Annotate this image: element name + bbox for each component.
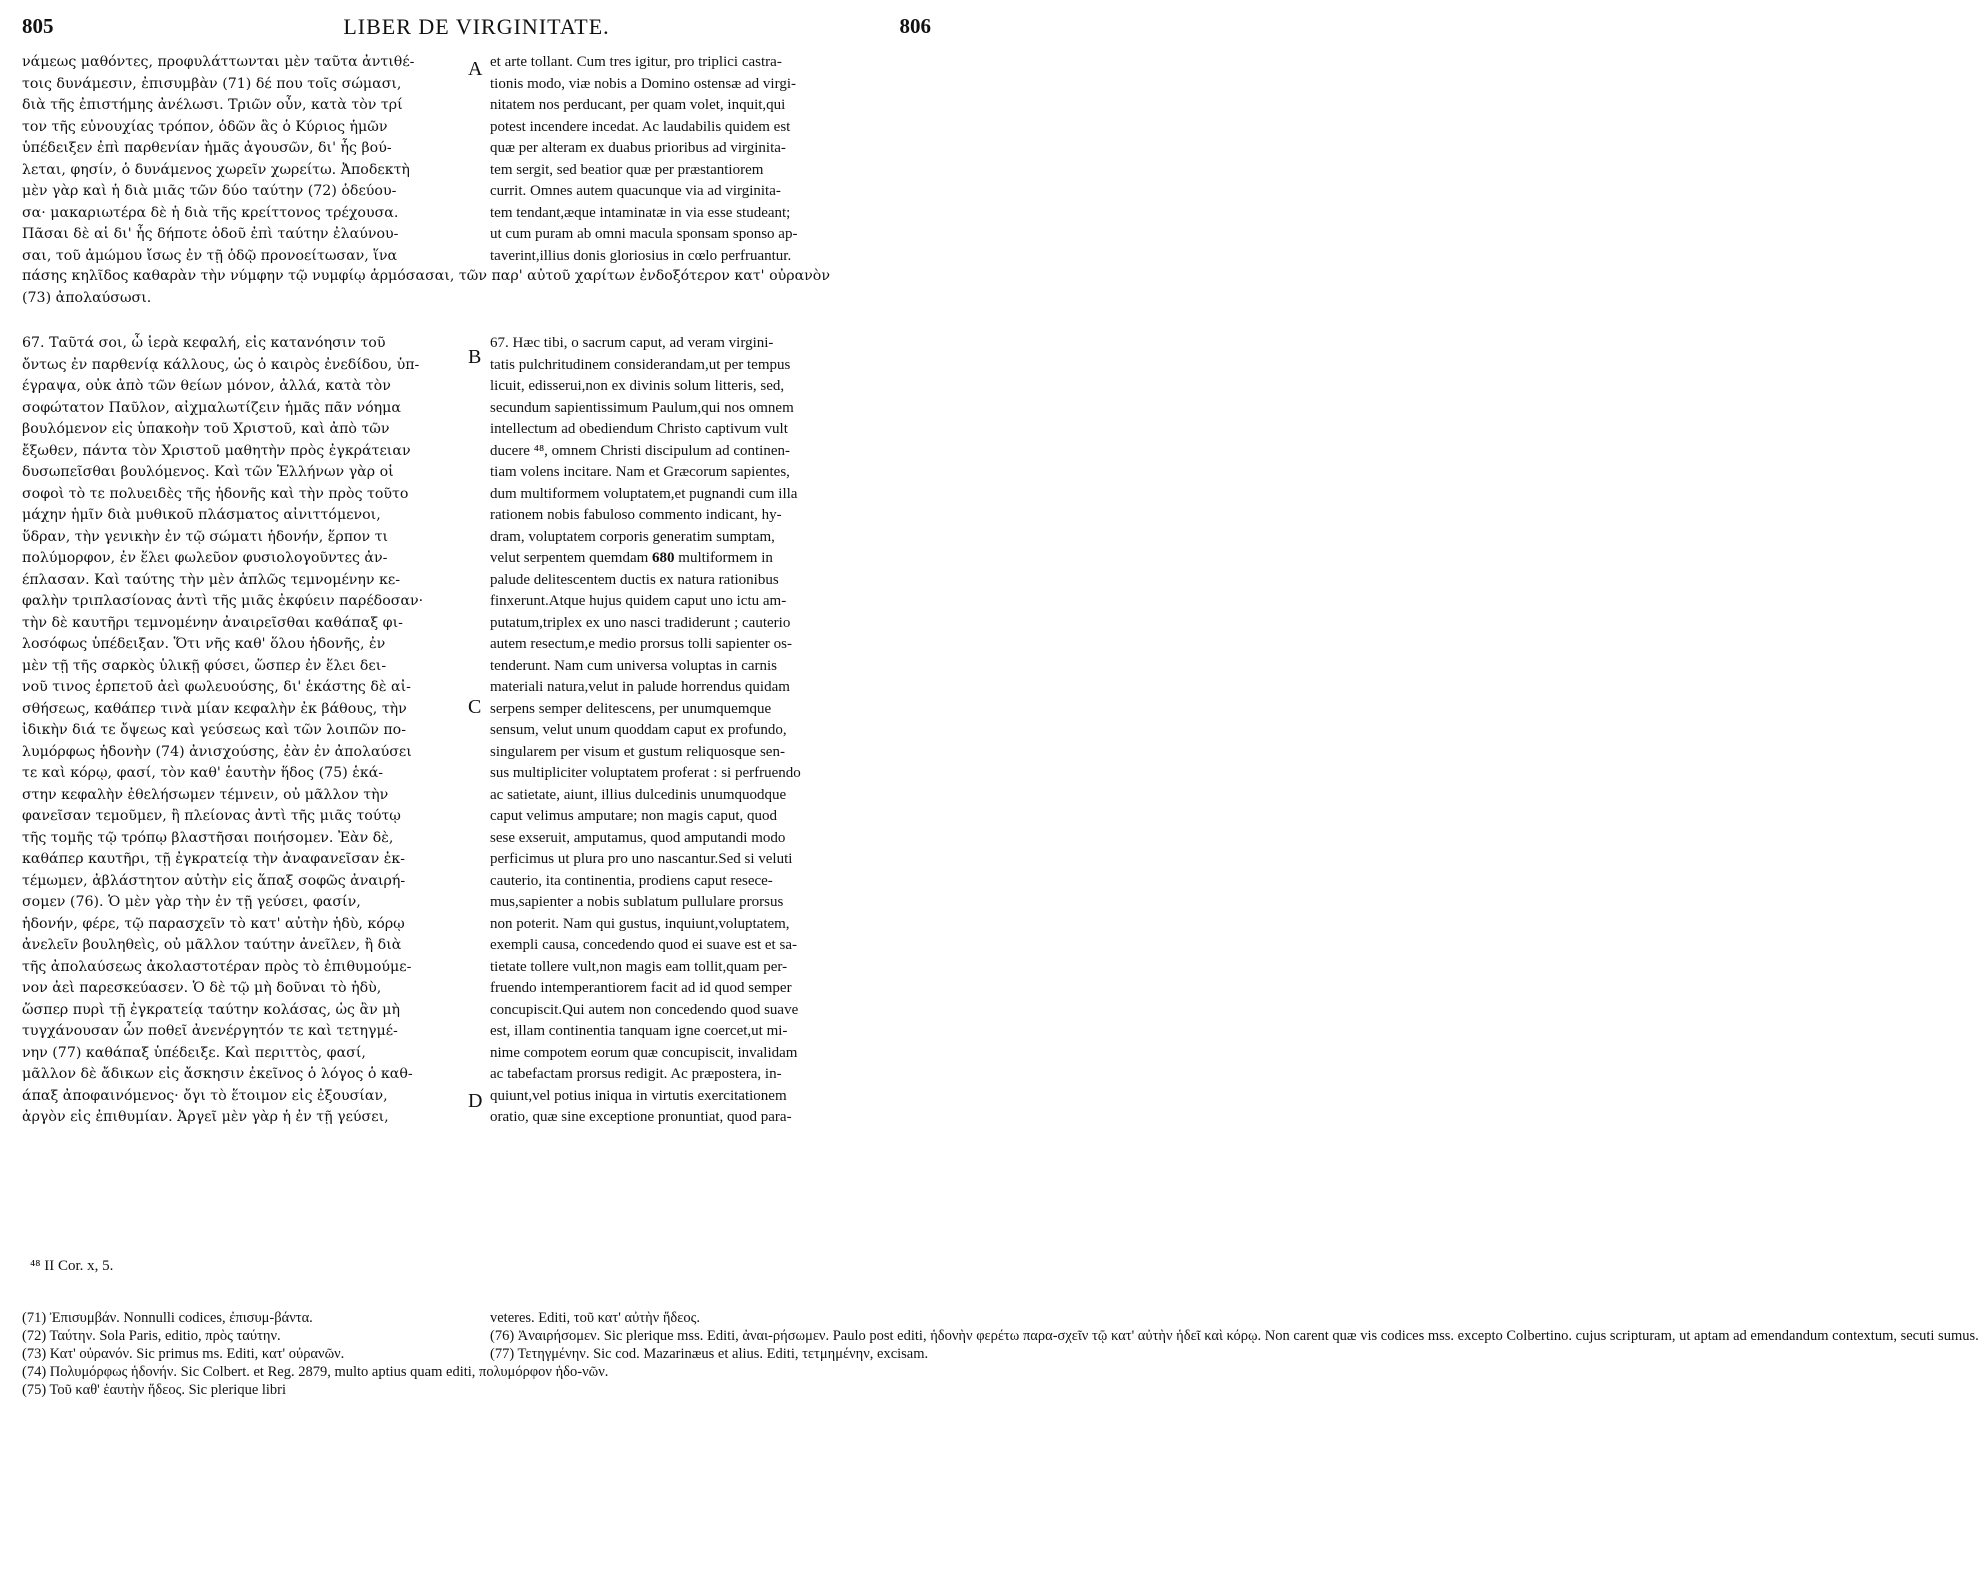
notes-right: [490, 1310, 1979, 1364]
greek-line: ἀργὸν εἰς ἐπιθυμίαν. Ἀργεῖ μὲν γὰρ ἡ ἐν τῇ γεύσει,: [22, 1109, 389, 1125]
latin-line: tenderunt. Nam cum universa voluptas in carnis: [490, 657, 778, 674]
latin-line: materiali natura,velut in palude horrendus quidam: [490, 679, 790, 695]
greek-line: μὲν γὰρ καὶ ἡ διὰ μιᾶς τῶν δύο ταύτην (72) ὁδεύου-: [22, 183, 397, 199]
margin-letter-b: B: [468, 346, 482, 368]
greek-line-after-full: (73) ἀπολαύσωσι.: [22, 290, 152, 306]
latin-line: tietate tollere vult,non magis eam tollit,quam per-: [490, 958, 788, 975]
latin-line: singularem per visum et gustum reliquosque sen-: [490, 743, 785, 760]
greek-line: λεται, φησίν, ὁ δυνάμενος χωρεῖν χωρείτω. Ἀποδεκτὴ: [22, 161, 410, 178]
latin-line: serpens semper delitescens, per unumquemque: [490, 700, 772, 717]
latin-line: licuit, edisserui,non ex divinis solum litteris, sed,: [490, 378, 785, 394]
latin-line: nitatem nos perducant, per quam volet, inquit,qui: [490, 97, 786, 113]
latin-line: tiam volens incitare. Nam et Græcorum sapientes,: [490, 464, 790, 480]
latin-line: ut cum puram ab omni macula sponsam sponso ap-: [490, 226, 798, 242]
note-entry: (76) Ἀναιρήσομεν. Sic plerique mss. Editi, ἀναι-ρήσωμεν. Paulo post editi, ἡδονὴν φερέτω παρα-σχεῖν τῷ κατ' αὐτὴν ἡδεῖ καὶ κόρῳ. Non carent quæ vis codices mss. excepto Colbertino. cujus scripturam, ut aptam ad emendandum contextum, secuti sumus.: [490, 1328, 1979, 1344]
greek-line: στην κεφαλὴν ἐθελήσωμεν τέμνειν, οὐ μᾶλλον τὴν: [22, 786, 389, 803]
note-entry: (77) Τετηγμένην. Sic cod. Mazarinæus et alius. Editi, τετμημένην, excisam.: [490, 1346, 929, 1362]
page-header: [22, 14, 931, 44]
latin-line: potest incendere incedat. Ac laudabilis quidem est: [490, 118, 791, 135]
greek-line: φαλὴν τριπλασίονας ἀντὶ τῆς μιᾶς ἐκφύειν παρέδοσαν·: [22, 593, 424, 609]
note-entry: (74) Πολυμόρφως ἡδονήν. Sic Colbert. et Reg. 2879, multo aptius quam editi, πολυμόρφον ἡδο-νῶν.: [22, 1364, 609, 1380]
full-width-line: πάσης κηλῖδος καθαρὰν τὴν νύμφην τῷ νυμφίῳ ἁρμόσασαι, τῶν παρ' αὐτοῦ χαρίτων ἐνδοξότερον κατ' οὐρανὸν: [22, 268, 830, 284]
note-entry: (71) Ἐπισυμβάν. Nonnulli codices, ἐπισυμ-βάντα.: [22, 1310, 313, 1326]
greek-line: τῆς τομῆς τῷ τρόπῳ βλαστῆσαι ποιήσομεν. Ἐὰν δὲ,: [22, 829, 394, 846]
running-title: LIBER DE VIRGINITATE.: [343, 14, 610, 39]
greek-line: τῆς ἀπολαύσεως ἀκολαστοτέραν πρὸς τὸ ἐπιθυμούμε-: [22, 958, 412, 975]
latin-line: exempli causa, concedendo quod ei suave est et sa-: [490, 937, 797, 953]
greek-line: λοσόφως ὑπέδειξαν. Ὅτι νῆς καθ' ὅλου ἡδονῆς, ἐν: [22, 636, 386, 652]
latin-line: tionis modo, viæ nobis a Domino ostensæ ad virgi-: [490, 75, 796, 92]
latin-line: currit. Omnes autem quacunque via ad virginita-: [490, 183, 781, 199]
latin-line: sensum, velut unum quoddam caput ex profundo,: [490, 722, 787, 738]
latin-line: perficimus ut plura pro uno nascantur.Sed si veluti: [490, 851, 793, 867]
latin-line: mus,sapienter a nobis sublatum pullulare prorsus: [490, 894, 784, 910]
greek-line: βουλόμενον εἰς ὑπακοὴν τοῦ Χριστοῦ, καὶ ἀπὸ τῶν: [22, 421, 390, 437]
greek-line: έγραψα, οὐκ ἀπὸ τῶν θείων μόνον, ἀλλά, κατὰ τὸν: [22, 378, 391, 394]
greek-line: ἔξωθεν, πάντα τὸν Χριστοῦ μαθητὴν πρὸς ἐγκράτειαν: [22, 442, 411, 459]
latin-line: rationem nobis fabuloso commento indicant, hy-: [490, 507, 782, 523]
latin-line: concupiscit.Qui autem non concedendo quod suave: [490, 1001, 799, 1018]
latin-line: palude delitescentem ductis ex natura rationibus: [490, 571, 779, 588]
greek-line: τε καὶ κόρῳ, φασί, τὸν καθ' ἑαυτὴν ἥδος (75) ἑκά-: [22, 765, 384, 781]
greek-line: λυμόρφως ἡδονὴν (74) ἀνισχούσης, ἐὰν ἐν ἀπολαύσει: [22, 743, 412, 760]
greek-line: νην (77) καθάπαξ ὑπέδειξε. Καὶ περιττὸς, φασί,: [22, 1044, 366, 1061]
greek-line: ὄντως ἐν παρθενίᾳ κάλλους, ὡς ὁ καιρὸς ἐνεδίδου, ὑπ-: [22, 356, 420, 373]
margin-letter-c: C: [468, 696, 482, 718]
latin-line: non poterit. Nam qui gustus, inquiunt,voluptatem,: [490, 915, 790, 932]
latin-line: oratio, quæ sine exceptione pronuntiat, quod para-: [490, 1109, 792, 1125]
greek-line: διὰ τῆς ἐπιστήμης ἀνέλωσι. Τριῶν οὖν, κατὰ τὸν τρί: [22, 97, 403, 113]
latin-line: tem tendant,æque intaminatæ in via esse studeant;: [490, 204, 791, 221]
greek-line: σθήσεως, καθάπερ τινὰ μίαν κεφαλὴν ἐκ βάθους, τὴν: [22, 700, 407, 717]
greek-line: 67. Ταῦτά σοι, ὦ ἱερὰ κεφαλή, εἰς κατανόησιν τοῦ: [22, 335, 386, 351]
latin-line: sese exseruit, amputamus, quod amputandi modo: [490, 829, 786, 846]
greek-line: ἀνελεῖν βουληθεὶς, οὐ μᾶλλον ταύτην ἀνεῖλεν, ἢ διὰ: [22, 937, 402, 953]
greek-line: τυγχάνουσαν ὧν ποθεῖ ἀνενέργητόν τε καὶ τετηγμέ-: [22, 1023, 398, 1039]
scripture-footnote: ⁴⁸ II Cor. x, 5.: [30, 1258, 114, 1274]
page-number-right: 806: [899, 14, 931, 38]
greek-line: ἰδικὴν διά τε ὄψεως καὶ γεύσεως καὶ τῶν λοιπῶν πο-: [22, 722, 407, 738]
latin-line: 67. Hæc tibi, o sacrum caput, ad veram virgini-: [490, 335, 774, 351]
latin-line: ac tabefactam prorsus redigit. Ac præpostera, in-: [490, 1066, 782, 1082]
latin-line: fruendo intemperantiorem facit ad id quod semper: [490, 980, 792, 996]
greek-line: τέμωμεν, ἀβλάστητον αὐτὴν εἰς ἅπαξ σοφῶς ἀναιρή-: [22, 872, 406, 889]
greek-line: καθάπερ καυτῆρι, τῇ ἐγκρατείᾳ τὴν ἀναφανεῖσαν ἐκ-: [22, 851, 406, 867]
greek-line: δυσωπεῖσθαι βουλόμενος. Καὶ τῶν Ἑλλήνων γὰρ οἱ: [22, 464, 394, 480]
note-entry: veteres. Editi, τοῦ κατ' αὐτὴν ἥδεος.: [490, 1310, 700, 1326]
greek-line: σαι, τοῦ ἀμώμου ἴσως ἐν τῇ ὁδῷ προνοείτωσαν, ἵνα: [22, 247, 398, 264]
latin-line: secundum sapientissimum Paulum,qui nos omnem: [490, 399, 794, 416]
greek-column-main: [22, 333, 462, 1129]
latin-line: putatum,triplex ex uno nasci tradiderunt ; cauterio: [490, 614, 791, 631]
note-entry: (73) Κατ' οὐρανόν. Sic primus ms. Editi, κατ' οὐρανῶν.: [22, 1346, 345, 1362]
greek-line: ὑπέδειξεν ἐπὶ παρθενίαν ἡμᾶς ἀγουσῶν, δι' ἧς βού-: [22, 140, 392, 156]
greek-line: άπαξ ἀποφαινόμενος· ὄγι τὸ ἕτοιμον εἰς ἐξουσίαν,: [22, 1087, 388, 1104]
latin-line: nime compotem eorum quæ concupiscit, invalidam: [490, 1044, 798, 1061]
page-number-left: 805: [22, 14, 54, 38]
greek-line: τὴν δὲ καυτῆρι τεμνομένην ἀναιρεῖσθαι καθάπαξ φι-: [22, 614, 403, 631]
latin-line: ac satietate, aiunt, illius dulcedinis unumquodque: [490, 786, 787, 803]
latin-line: est, illam continentia tanquam igne coercet,ut mi-: [490, 1023, 788, 1039]
latin-line: ducere ⁴⁸, omnem Christi discipulum ad continen-: [490, 442, 790, 459]
greek-line: νοῦ τινος ἑρπετοῦ ἀεὶ φωλευούσης, δι' ἑκάστης δὲ αἰ-: [22, 679, 411, 695]
latin-line: cauterio, ita continentia, prodiens caput resece-: [490, 872, 773, 889]
margin-letter-d: D: [468, 1090, 483, 1112]
greek-line: σοφοὶ τὸ τε πολυειδὲς τῆς ἡδονῆς καὶ τὴν πρὸς τοῦτο: [22, 485, 409, 502]
margin-letter-a: A: [468, 58, 483, 80]
greek-line: ὕδραν, τὴν γενικὴν ἐν τῷ σώματι ἡδονήν, ἕρπον τι: [22, 528, 389, 545]
latin-line: sus multipliciter voluptatem proferat : si perfruendo: [490, 765, 801, 781]
greek-line: τον τῆς εὐνουχίας τρόπον, ὁδῶν ἃς ὁ Κύριος ἡμῶν: [22, 118, 388, 135]
greek-line: έπλασαν. Καὶ ταύτης τὴν μὲν ἁπλῶς τεμνομένην κε-: [22, 571, 401, 588]
greek-line: σομεν (76). Ὁ μὲν γὰρ τὴν ἐν τῇ γεύσει, φασίν,: [22, 894, 361, 910]
greek-line: σα· μακαριωτέρα δὲ ἡ διὰ τῆς κρείττονος τρέχουσα.: [22, 204, 399, 221]
latin-line: tatis pulchritudinem considerandam,ut per tempus: [490, 356, 791, 373]
greek-line: τοις δυνάμεσιν, ἐπισυμβὰν (71) δέ που τοῖς σώμασι,: [22, 75, 402, 92]
latin-line: tem sergit, sed beatior quæ per præstantiorem: [490, 161, 764, 178]
greek-line: νον ἀεὶ παρεσκεύασεν. Ὁ δὲ τῷ μὴ δοῦναι τὸ ἡδὺ,: [22, 980, 382, 996]
greek-line: μάχην ἡμῖν διὰ μυθικοῦ πλάσματος αἰνιττόμενοι,: [22, 507, 381, 523]
note-entry: (72) Ταύτην. Sola Paris, editio, πρὸς ταύτην.: [22, 1328, 281, 1344]
latin-line: caput velimus amputare; non magis caput, quod: [490, 808, 778, 824]
greek-line: ὥσπερ πυρὶ τῇ ἐγκρατείᾳ ταύτην κολάσας, ὡς ἂν μὴ: [22, 1001, 400, 1018]
latin-line: quæ per alteram ex duabus prioribus ad virginita-: [490, 140, 786, 156]
note-entry: (75) Τοῦ καθ' ἑαυτὴν ἥδεος. Sic plerique libri: [22, 1382, 287, 1398]
latin-line: quiunt,vel potius iniqua in virtutis exercitationem: [490, 1087, 787, 1104]
latin-line: dram, voluptatem corporis generatim sumptam,: [490, 528, 775, 545]
latin-line: et arte tollant. Cum tres igitur, pro triplici castra-: [490, 54, 782, 70]
latin-line: finxerunt.Atque hujus quidem caput uno ictu am-: [490, 593, 787, 609]
greek-line: φανεῖσαν τεμοῦμεν, ἢ πλείονας ἀντὶ τῆς μιᾶς τούτῳ: [22, 808, 401, 824]
latin-line: intellectum ad obediendum Christo captivum vult: [490, 421, 788, 437]
greek-line: σοφώτατον Παῦλον, αἰχμαλωτίζειν ἡμᾶς πᾶν νόημα: [22, 399, 401, 416]
greek-line: νάμεως μαθόντες, προφυλάττωνται μὲν ταῦτα ἀντιθέ-: [22, 54, 415, 70]
latin-line: autem resectum,e medio prorsus tolli sapienter os-: [490, 636, 792, 652]
column-number: 680: [652, 550, 675, 566]
greek-line: μὲν τῇ τῆς σαρκὸς ὑλικῇ φύσει, ὥσπερ ἐν ἕλει δει-: [22, 657, 387, 674]
latin-column-top: [490, 52, 932, 267]
greek-line: μᾶλλον δὲ ἄδικων εἰς ἄσκησιν ἐκεῖνος ὁ λόγος ὁ καθ-: [22, 1066, 413, 1082]
latin-line: taverint,illius donis gloriosius in cœlo perfruantur.: [490, 247, 792, 264]
greek-column-top: [22, 52, 462, 267]
latin-line-column-number: velut serpentem quemdam 680 multiformem in: [490, 550, 773, 566]
greek-line: ἡδονήν, φέρε, τῷ παρασχεῖν τὸ κατ' αὐτὴν ἡδὺ, κόρῳ: [22, 915, 405, 932]
greek-line: Πᾶσαι δὲ αἱ δι' ἧς δήποτε ὁδοῦ ἐπὶ ταύτην ἐλαύνου-: [22, 226, 399, 242]
greek-line: πολύμορφον, ἐν ἕλει φωλεῦον φυσιολογοῦντες ἀν-: [22, 550, 388, 566]
latin-column-main: [490, 333, 932, 1129]
latin-line: dum multiformem voluptatem,et pugnandi cum illa: [490, 485, 798, 502]
